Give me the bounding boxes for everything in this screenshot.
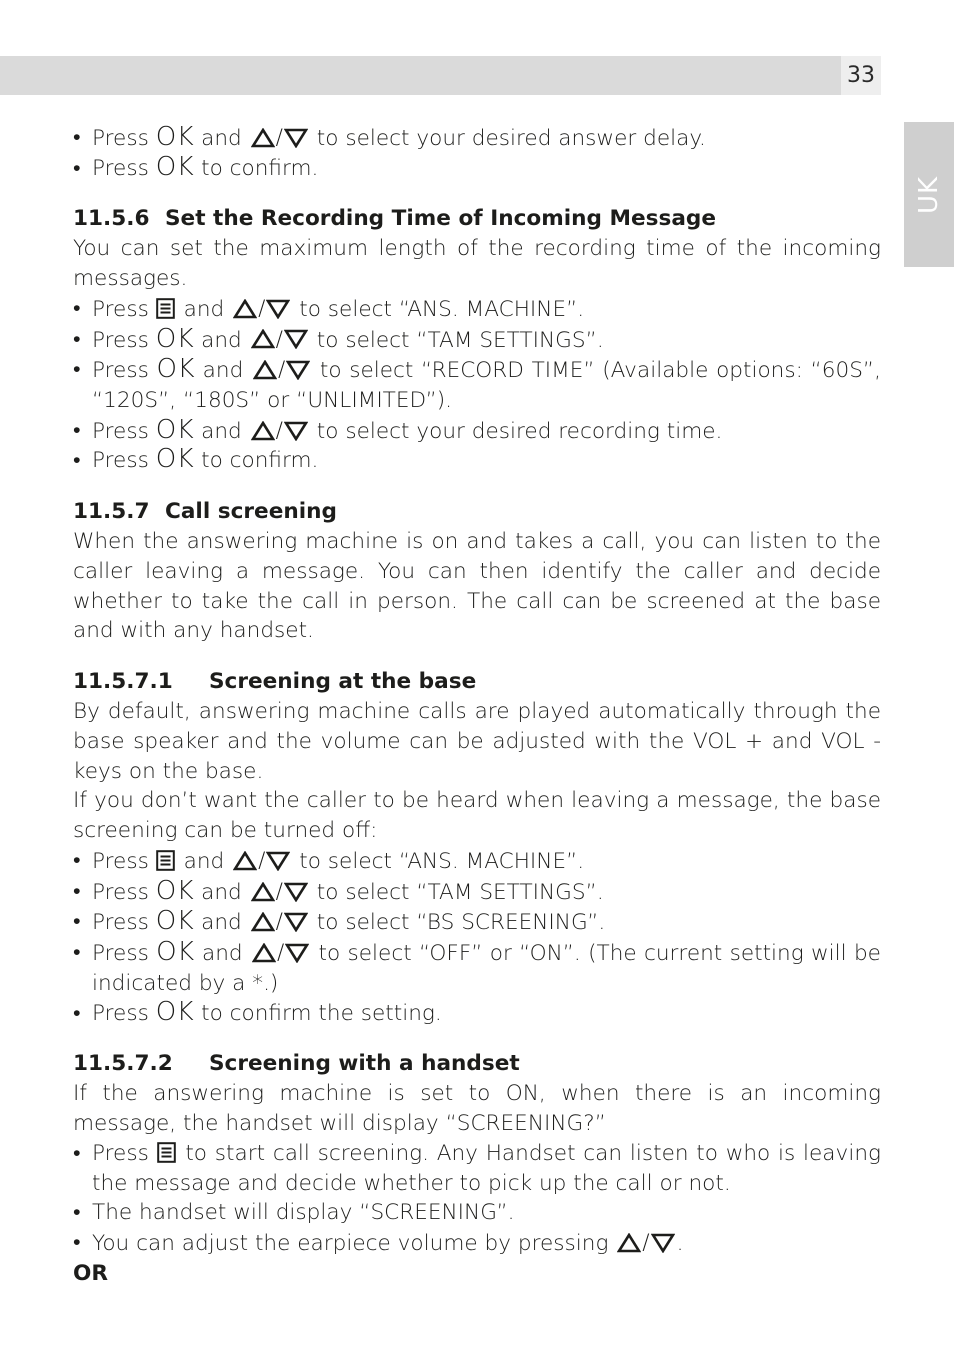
list-item: • Press OK and / to select “OFF” or “ON”. (The current setting will be indicated by a *.) — [73, 938, 881, 998]
ok-key-icon: OK — [155, 996, 195, 1027]
up-down-arrows-icon: / — [233, 294, 290, 324]
language-tab — [904, 122, 954, 267]
paragraph: You can set the maximum length of the recording time of the incoming messages. — [73, 236, 881, 292]
list-item: • Press and / to select “ANS. MACHINE”. — [73, 846, 881, 877]
list-item: • Press OK and / to select your desired recording time. — [73, 416, 881, 447]
ok-key-icon: OK — [155, 875, 195, 906]
ok-key-icon: OK — [155, 414, 195, 445]
ok-key-icon: OK — [155, 151, 195, 182]
paragraph: When the answering machine is on and takes a call, you can listen to the caller leaving a message. You can then identify the caller and decide whether to take the call in person. The call can be screened at the base and with any handset. — [73, 529, 881, 644]
section-heading: 11.5.7.1 Screening at the base — [73, 669, 477, 695]
list-item: • Press OK to confirm. — [73, 154, 881, 184]
list-item: • Press OK and / to select your desired answer delay. — [73, 123, 881, 154]
page-number: 33 — [841, 56, 881, 95]
list-item: • Press OK and / to select “TAM SETTINGS”. — [73, 325, 881, 356]
ok-key-icon: OK — [155, 906, 195, 937]
ok-key-icon: OK — [155, 444, 195, 475]
up-down-arrows-icon: / — [251, 877, 308, 907]
section-heading: 11.5.7.2 Screening with a handset — [73, 1051, 520, 1077]
up-down-arrows-icon: / — [252, 938, 309, 968]
menu-key-icon — [156, 850, 175, 871]
or-label: OR — [73, 1260, 108, 1286]
list-item: • Press OK to confirm. — [73, 446, 881, 476]
list-item: • Press and / to select “ANS. MACHINE”. — [73, 294, 881, 325]
ok-key-icon: OK — [155, 323, 195, 354]
menu-key-icon — [156, 298, 175, 319]
paragraph: By default, answering machine calls are played automatically through the base speaker and the volume can be adjusted with the VOL + and VOL -keys on the base. — [73, 699, 881, 784]
bullet-list — [73, 846, 881, 1028]
header-bar — [0, 56, 881, 95]
list-item: • Press OK to confirm the setting. — [73, 999, 881, 1029]
up-down-arrows-icon: / — [253, 355, 310, 385]
up-down-arrows-icon: / — [251, 325, 308, 355]
ok-key-icon: OK — [155, 121, 195, 152]
list-item: • Press to start call screening. Any Handset can listen to who is leaving the message and decide whether to pick up the call or not. — [73, 1139, 881, 1199]
up-down-arrows-icon: / — [251, 907, 308, 937]
list-item: • Press OK and / to select “BS SCREENING”. — [73, 907, 881, 938]
ok-key-icon: OK — [156, 354, 196, 385]
up-down-arrows-icon: / — [251, 416, 308, 446]
up-down-arrows-icon: / — [251, 123, 308, 153]
paragraph: If the answering machine is set to ON, when there is an incoming message, the handset will display “SCREENING?” — [73, 1081, 881, 1136]
list-item: • You can adjust the earpiece volume by pressing / . — [73, 1228, 881, 1259]
up-down-arrows-icon: / — [617, 1228, 674, 1258]
list-item: • Press OK and / to select “TAM SETTINGS”. — [73, 877, 881, 908]
bullet-list — [73, 1139, 881, 1259]
section-heading: 11.5.6 Set the Recording Time of Incoming Message — [73, 206, 717, 232]
up-down-arrows-icon: / — [233, 846, 290, 876]
bullet-list — [73, 294, 881, 476]
bullet-list — [73, 123, 881, 183]
language-tab-label: UK — [914, 175, 944, 214]
ok-key-icon: OK — [156, 936, 195, 967]
paragraph: If you don’t want the caller to be heard when leaving a message, the base screening can be turned off: — [73, 788, 881, 844]
list-item: • The handset will display “SCREENING”. — [73, 1198, 881, 1228]
section-heading: 11.5.7 Call screening — [73, 499, 337, 525]
list-item: • Press OK and / to select “RECORD TIME” (Available options: “60S”, “120S”, “180S” or “UNLIMITED”). — [73, 355, 881, 415]
menu-key-icon — [157, 1142, 176, 1163]
page-content — [73, 123, 881, 1289]
